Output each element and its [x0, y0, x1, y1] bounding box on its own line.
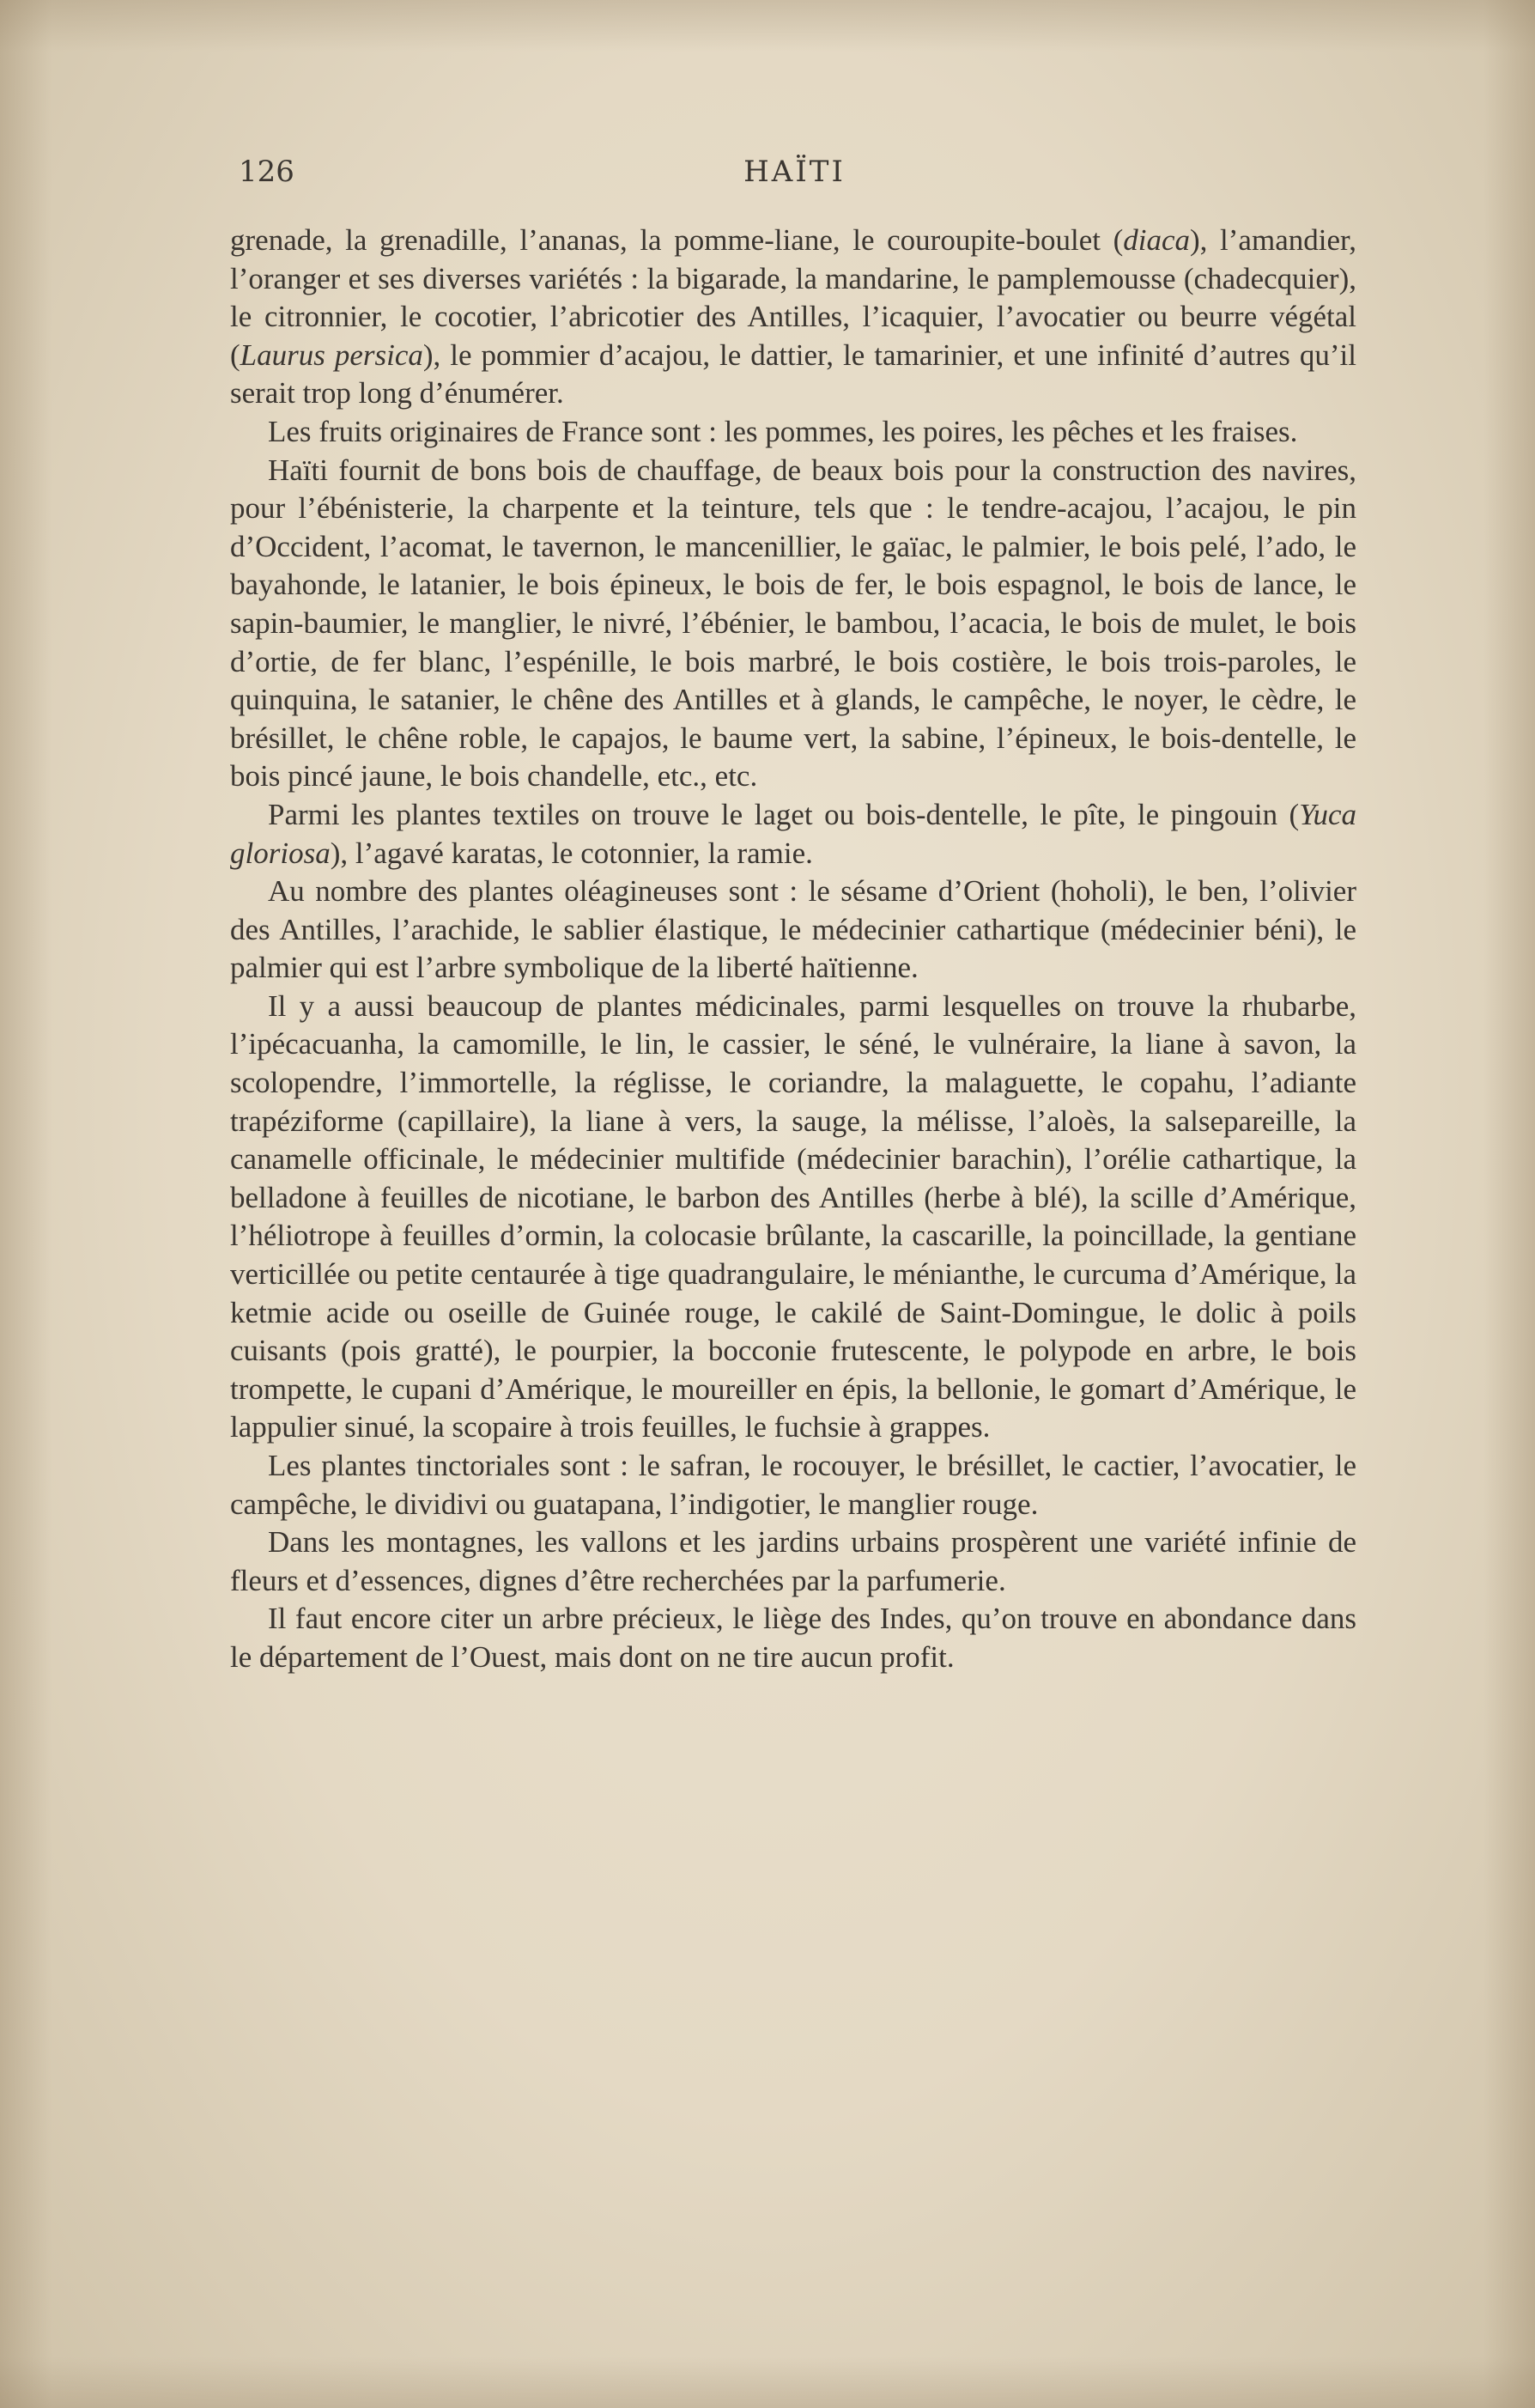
paragraph-oil-plants: Au nombre des plantes oléagineuses sont : le sésame d’Orient (hoholi), le ben, l’olivier des Antilles, l’arachide, le sablier élastique, le médecinier cathartique (médecinier béni), le palmier qui est l’arbre symbolique de la liberté haïtienne. — [230, 874, 1356, 985]
paragraph-woods: Haïti fournit de bons bois de chauffage, de beaux bois pour la construction des navires, pour l’ébénisterie, la charpente et la teinture, tels que : le tendre-acajou, l’acajou, le pin d’Occident, l’acomat, le tavernon, le mancenillier, le gaïac, le palmier, le bois pelé, l’ado, le bayahonde, le latanier, le bois épineux, le bois de fer, le bois espagnol, le bois de lance, le sapin-baumier, le manglier, le nivré, l’ébénier, le bambou, l’acacia, le bois de mulet, le bois d’ortie, de fer blanc, l’espénille, le bois marbré, le bois costière, le bois trois-paroles, le quinquina, le satanier, le chêne des Antilles et à glands, le campêche, le noyer, le cèdre, le brésillet, le chêne roble, le capajos, le baume vert, la sabine, l’épineux, le bois-dentelle, le bois pincé jaune, le bois chandelle, etc., etc. — [230, 453, 1356, 794]
italic-term: Laurus persica — [240, 337, 423, 372]
paragraph-text: ), l’amandier, l’oranger et ses diverses variétés : la bigarade, la mandarine, le pamplemousse (chadecquier), le citronnier, le cocotier, l’abricotier des Antilles, l’icaquier, l’avocatier ou beurre végétal ( — [230, 223, 1356, 372]
paragraph-text: ), le pommier d’acajou, le dattier, le tamarinier, et une infinité d’autres qu’il serait trop long d’énumérer. — [230, 337, 1356, 410]
body-text — [230, 222, 1356, 1677]
page-edge-shadow-top — [0, 0, 1535, 52]
page-edge-shadow-left — [0, 0, 52, 2408]
page-edge-shadow-bottom — [0, 2356, 1535, 2408]
paragraph-text: Parmi les plantes textiles on trouve le laget ou bois-dentelle, le pîte, le pingouin ( — [268, 797, 1300, 831]
italic-term: diaca — [1123, 223, 1191, 257]
paragraph-text: grenade, la grenadille, l’ananas, la pomme-liane, le couroupite-boulet ( — [230, 223, 1124, 257]
running-title: HAÏTI — [743, 155, 846, 189]
italic-term: Yuca gloriosa — [230, 797, 1356, 870]
paragraph-french-fruits: Les fruits originaires de France sont : les pommes, les poires, les pêches et les fraises. — [268, 414, 1298, 448]
paragraph-flowers: Dans les montagnes, les vallons et les jardins urbains prospèrent une variété infinie de fleurs et d’essences, dignes d’être recherchées par la parfumerie. — [230, 1525, 1356, 1597]
paragraph-fruits-continued — [230, 222, 1356, 413]
page-edge-shadow-right — [1483, 0, 1535, 2408]
page-header — [239, 155, 1350, 198]
paragraph-dye-plants: Les plantes tinctoriales sont : le safran, le rocouyer, le brésillet, le cactier, l’avocatier, le campêche, le dividivi ou guatapana, l’indigotier, le manglier rouge. — [230, 1449, 1356, 1521]
page-number: 126 — [239, 155, 294, 189]
paragraph-text: ), l’agavé karatas, le cotonnier, la ramie. — [330, 836, 813, 870]
paragraph-medicinal-plants: Il y a aussi beaucoup de plantes médicinales, parmi lesquelles on trouve la rhubarbe, l’ipécacuanha, la camomille, le lin, le cassier, le séné, le vulnéraire, la liane à savon, la scolopendre, l’immortelle, la réglisse, le coriandre, la malaguette, le copahu, l’adiante trapéziforme (capillaire), la liane à vers, la sauge, la mélisse, l’aloès, la salsepareille, la canamelle officinale, le médecinier multifide (médecinier barachin), l’orélie cathartique, la belladone à feuilles de nicotiane, le barbon des Antilles (herbe à blé), la scille d’Amérique, l’héliotrope à feuilles d’ormin, la colocasie brûlante, la cascarille, la poincillade, la gentiane verticillée ou petite centaurée à tige quadrangulaire, le ménianthe, le curcuma d’Amérique, la ketmie acide ou oseille de Guinée rouge, le cakilé de Saint-Domingue, le dolic à poils cuisants (pois gratté), le pourpier, la bocconie frutescente, le polypode en arbre, le bois trompette, le cupani d’Amérique, le moureiller en épis, la bellonie, le gomart d’Amérique, le lappulier sinué, la scopaire à trois feuilles, le fuchsie à grappes. — [230, 988, 1356, 1444]
paragraph-textile-plants — [230, 796, 1356, 873]
paragraph-cork-tree: Il faut encore citer un arbre précieux, le liège des Indes, qu’on trouve en abondance dans le département de l’Ouest, mais dont on ne tire aucun profit. — [230, 1602, 1356, 1674]
